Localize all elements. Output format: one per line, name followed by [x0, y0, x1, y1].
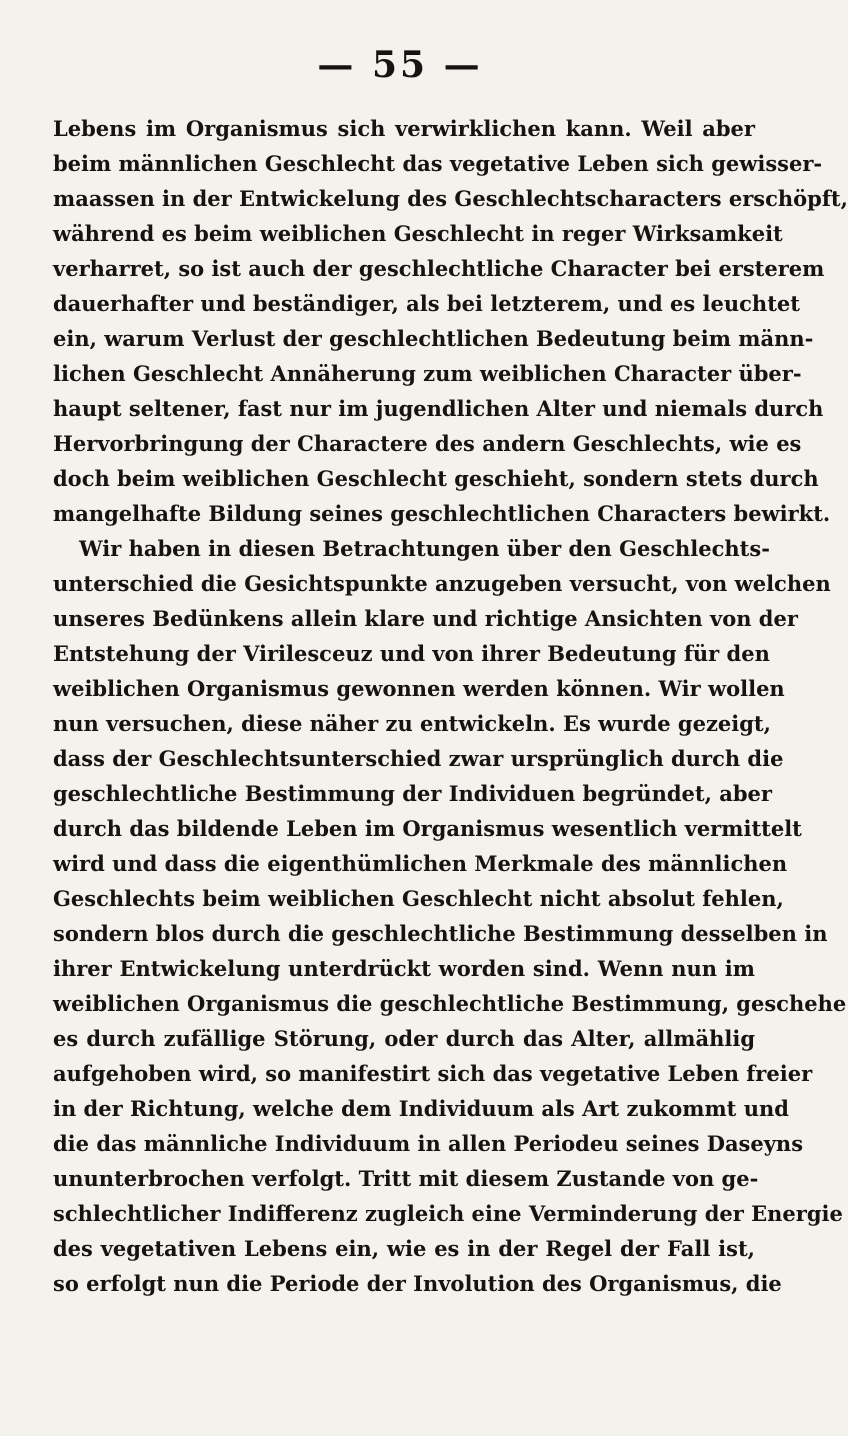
text-line: so erfolgt nun die Periode der Involution des Organismus, die [53, 1271, 782, 1296]
text-line: dauerhafter und beständiger, als bei letzterem, und es leuchtet [53, 291, 800, 316]
text-line: während es beim weiblichen Geschlecht in reger Wirksamkeit [53, 221, 783, 246]
paragraph-start-line: Wir haben in diesen Betrachtungen über den Geschlechts- [79, 536, 770, 561]
text-line: doch beim weiblichen Geschlecht geschieht, sondern stets durch [53, 466, 819, 491]
text-line: maassen in der Entwickelung des Geschlechtscharacters erschöpft, [53, 186, 848, 211]
page-number: — 55 — [317, 44, 483, 86]
text-line: dass der Geschlechtsunterschied zwar ursprünglich durch die [53, 746, 784, 771]
text-line: ihrer Entwickelung unterdrückt worden sind. Wenn nun im [53, 956, 755, 981]
text-line: beim männlichen Geschlecht das vegetative Leben sich gewisser- [53, 151, 823, 176]
text-line: lichen Geschlecht Annäherung zum weiblichen Character über- [53, 361, 802, 386]
text-line: die das männliche Individuum in allen Periodeu seines Daseyns [53, 1131, 804, 1156]
text-line: weiblichen Organismus die geschlechtliche Bestimmung, geschehe [53, 991, 847, 1016]
text-line: es durch zufällige Störung, oder durch das Alter, allmählig [53, 1026, 755, 1051]
text-line: sondern blos durch die geschlechtliche Bestimmung desselben in [53, 921, 828, 946]
text-line: Geschlechts beim weiblichen Geschlecht nicht absolut fehlen, [53, 886, 784, 911]
text-line: durch das bildende Leben im Organismus wesentlich vermittelt [53, 816, 802, 841]
text-line: schlechtlicher Indifferenz zugleich eine Verminderung der Energie [53, 1201, 843, 1226]
body-text [53, 111, 848, 1301]
text-line: wird und dass die eigenthümlichen Merkmale des männlichen [53, 851, 788, 876]
text-line: in der Richtung, welche dem Individuum als Art zukommt und [53, 1096, 789, 1121]
text-line: Lebens im Organismus sich verwirklichen kann. Weil aber [53, 116, 755, 141]
text-line: ununterbrochen verfolgt. Tritt mit diesem Zustande von ge- [53, 1166, 759, 1191]
text-line: mangelhafte Bildung seines geschlechtlichen Characters bewirkt. [53, 501, 831, 526]
text-line: haupt seltener, fast nur im jugendlichen Alter und niemals durch [53, 396, 824, 421]
text-line: weiblichen Organismus gewonnen werden können. Wir wollen [53, 676, 785, 701]
text-line: Entstehung der Virilesceuz und von ihrer Bedeutung für den [53, 641, 770, 666]
text-line: geschlechtliche Bestimmung der Individuen begründet, aber [53, 781, 772, 806]
text-line: nun versuchen, diese näher zu entwickeln. Es wurde gezeigt, [53, 711, 771, 736]
text-line: unseres Bedünkens allein klare und richtige Ansichten von der [53, 606, 798, 631]
text-line: ein, warum Verlust der geschlechtlichen Bedeutung beim männ- [53, 326, 814, 351]
text-line: des vegetativen Lebens ein, wie es in der Regel der Fall ist, [53, 1236, 755, 1261]
text-line: verharret, so ist auch der geschlechtliche Character bei ersterem [53, 256, 825, 281]
text-line: Hervorbringung der Charactere des andern Geschlechts, wie es [53, 431, 802, 456]
text-line: aufgehoben wird, so manifestirt sich das vegetative Leben freier [53, 1061, 813, 1086]
text-line: unterschied die Gesichtspunkte anzugeben versucht, von welchen [53, 571, 831, 596]
